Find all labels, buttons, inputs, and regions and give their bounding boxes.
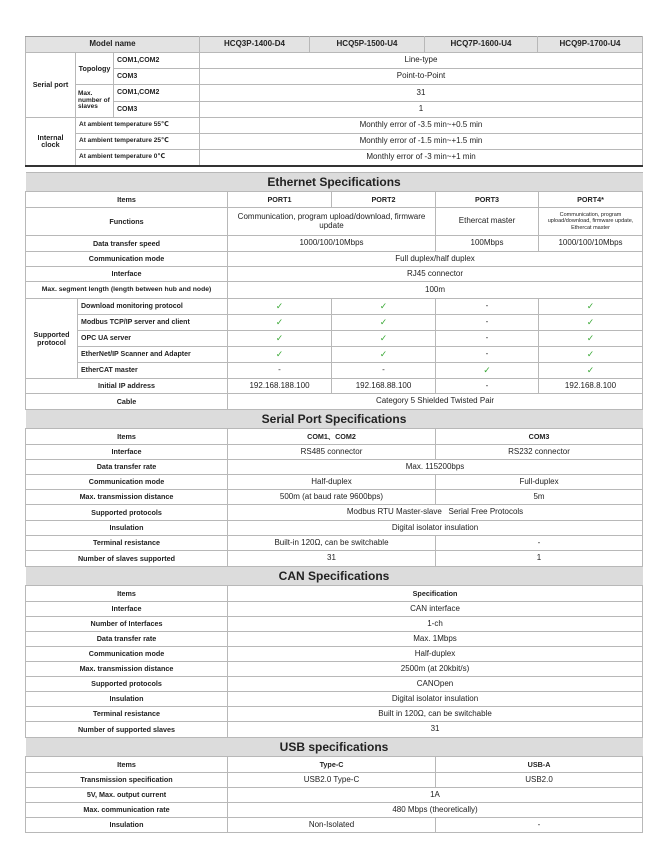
serial-row-label: Number of slaves supported [26,551,228,567]
can-row-label: Supported protocols [26,677,228,692]
functions-port3: Ethercat master [436,208,539,236]
serial-row-label: Terminal resistance [26,536,228,551]
ip-port1: 192.168.188.100 [228,379,332,394]
protocol-port3-mark: - [436,347,539,363]
model-spec-table [25,36,643,167]
clock-0-value: Monthly error of -3 min~+1 min [200,150,643,166]
serial-row-label: Max. transmission distance [26,490,228,505]
usb-row-label: Transmission specification [26,773,228,788]
protocol-port1-mark: ✓ [228,347,332,363]
model-hcq3p: HCQ3P-1400-D4 [200,37,310,53]
can-row-value: 1-ch [228,617,643,632]
cable-value: Category 5 Shielded Twisted Pair [228,394,643,410]
serial-port-group-label: Serial port [26,53,76,118]
usb-typec-header: Type-C [228,757,436,773]
protocol-port3-mark: - [436,331,539,347]
protocol-port4-mark: ✓ [539,363,643,379]
can-row-label: Communication mode [26,647,228,662]
serial-com3-header: COM3 [436,429,643,445]
can-row-value: CAN interface [228,602,643,617]
initial-ip-label: Initial IP address [26,379,228,394]
topology-com12-value: Line-type [200,53,643,69]
model-hcq7p: HCQ7P-1600-U4 [425,37,538,53]
serial-com12-header: COM1、COM2 [228,429,436,445]
protocol-port1-mark: ✓ [228,331,332,347]
port1-header: PORT1 [228,192,332,208]
topology-label: Topology [76,53,114,85]
can-section-title: CAN Specifications [26,567,643,586]
ip-port2: 192.168.88.100 [332,379,436,394]
segment-length-value: 100m [228,282,643,299]
speed-label: Data transfer speed [26,236,228,252]
usb-row-label: Max. communication rate [26,803,228,818]
ip-port4: 192.168.8.100 [539,379,643,394]
serial-row-span: Modbus RTU Master-slave Serial Free Protocols [228,505,643,521]
can-row-label: Number of Interfaces [26,617,228,632]
serial-row-com12: Half-duplex [228,475,436,490]
clock-55-label: At ambient temperature 55℃ [76,118,200,134]
can-row-value: Built in 120Ω, can be switchable [228,707,643,722]
can-row-value: Half-duplex [228,647,643,662]
can-spec-header: Specification [228,586,643,602]
serial-row-com12: RS485 connector [228,445,436,460]
usb-row-label: Insulation [26,818,228,833]
slaves-com3-label: COM3 [114,102,200,118]
protocol-port2-mark: ✓ [332,347,436,363]
ethernet-items-header: Items [26,192,228,208]
can-row-label: Interface [26,602,228,617]
serial-row-label: Supported protocols [26,505,228,521]
protocol-port3-mark: - [436,315,539,331]
usb-section-title: USB specifications [26,738,643,757]
usb-row-span: 480 Mbps (theoretically) [228,803,643,818]
usb-items-header: Items [26,757,228,773]
eth-interface-value: RJ45 connector [228,267,643,282]
clock-0-label: At ambient temperature 0℃ [76,150,200,166]
serial-row-label: Communication mode [26,475,228,490]
slaves-com12-value: 31 [200,85,643,102]
supported-protocol-label: Supported protocol [26,299,78,379]
speed-port3: 100Mbps [436,236,539,252]
topology-com12-label: COM1,COM2 [114,53,200,69]
protocol-port4-mark: ✓ [539,299,643,315]
serial-items-header: Items [26,429,228,445]
serial-row-label: Insulation [26,521,228,536]
protocol-name: Modbus TCP/IP server and client [78,315,228,331]
protocol-port1-mark: ✓ [228,299,332,315]
can-row-label: Data transfer rate [26,632,228,647]
cable-label: Cable [26,394,228,410]
can-row-label: Max. transmission distance [26,662,228,677]
protocol-name: EtherNet/IP Scanner and Adapter [78,347,228,363]
protocol-port1-mark: - [228,363,332,379]
usb-row-span: 1A [228,788,643,803]
port2-header: PORT2 [332,192,436,208]
protocol-port2-mark: ✓ [332,331,436,347]
speed-port4: 1000/100/10Mbps [539,236,643,252]
clock-25-label: At ambient temperature 25℃ [76,134,200,150]
serial-row-span: Digital isolator insulation [228,521,643,536]
serial-row-com3: 5m [436,490,643,505]
protocol-name: EtherCAT master [78,363,228,379]
protocol-port2-mark: - [332,363,436,379]
can-row-value: 31 [228,722,643,738]
protocol-port2-mark: ✓ [332,315,436,331]
serial-row-com3: 1 [436,551,643,567]
clock-55-value: Monthly error of -3.5 min~+0.5 min [200,118,643,134]
ip-port3: - [436,379,539,394]
speed-port12: 1000/100/10Mbps [228,236,436,252]
usb-row-label: 5V, Max. output current [26,788,228,803]
serial-row-com12: Built-in 120Ω, can be switchable [228,536,436,551]
model-hcq5p: HCQ5P-1500-U4 [310,37,425,53]
can-row-label: Number of supported slaves [26,722,228,738]
serial-row-com12: 31 [228,551,436,567]
segment-length-label: Max. segment length (length between hub and node) [26,282,228,299]
topology-com3-label: COM3 [114,69,200,85]
serial-row-label: Interface [26,445,228,460]
serial-row-com3: RS232 connector [436,445,643,460]
protocol-name: Download monitoring protocol [78,299,228,315]
can-items-header: Items [26,586,228,602]
protocol-port3-mark: - [436,299,539,315]
protocol-name: OPC UA server [78,331,228,347]
internal-clock-group-label: Internal clock [26,118,76,166]
usb-typea-header: USB-A [436,757,643,773]
eth-interface-label: Interface [26,267,228,282]
model-hcq9p: HCQ9P-1700-U4 [538,37,643,53]
can-row-value: CANOpen [228,677,643,692]
serial-row-com3: - [436,536,643,551]
functions-port12: Communication, program upload/download, firmware update [228,208,436,236]
can-row-label: Insulation [26,692,228,707]
can-row-label: Terminal resistance [26,707,228,722]
serial-row-com3: Full-duplex [436,475,643,490]
usb-row-typec: USB2.0 Type-C [228,773,436,788]
serial-row-label: Data transfer rate [26,460,228,475]
topology-com3-value: Point-to-Point [200,69,643,85]
port3-header: PORT3 [436,192,539,208]
protocol-port2-mark: ✓ [332,299,436,315]
spec-table [25,172,643,833]
protocol-port1-mark: ✓ [228,315,332,331]
usb-row-typea: USB2.0 [436,773,643,788]
functions-label: Functions [26,208,228,236]
can-row-value: 2500m (at 20kbit/s) [228,662,643,677]
usb-row-typec: Non-Isolated [228,818,436,833]
serial-section-title: Serial Port Specifications [26,410,643,429]
slaves-com12-label: COM1,COM2 [114,85,200,102]
slaves-com3-value: 1 [200,102,643,118]
can-row-value: Digital isolator insulation [228,692,643,707]
clock-25-value: Monthly error of -1.5 min~+1.5 min [200,134,643,150]
protocol-port4-mark: ✓ [539,347,643,363]
functions-port4: Communication, program upload/download, firmware update, Ethercat master [539,208,643,236]
eth-comm-mode-label: Communication mode [26,252,228,267]
eth-comm-mode-value: Full duplex/half duplex [228,252,643,267]
serial-row-com12: 500m (at baud rate 9600bps) [228,490,436,505]
ethernet-section-title: Ethernet Specifications [26,173,643,192]
can-row-value: Max. 1Mbps [228,632,643,647]
protocol-port3-mark: ✓ [436,363,539,379]
max-slaves-label: Max. number of slaves [76,85,114,118]
model-name-header: Model name [26,37,200,53]
protocol-port4-mark: ✓ [539,331,643,347]
port4-header: PORT4* [539,192,643,208]
serial-row-span: Max. 115200bps [228,460,643,475]
usb-row-typea: - [436,818,643,833]
protocol-port4-mark: ✓ [539,315,643,331]
